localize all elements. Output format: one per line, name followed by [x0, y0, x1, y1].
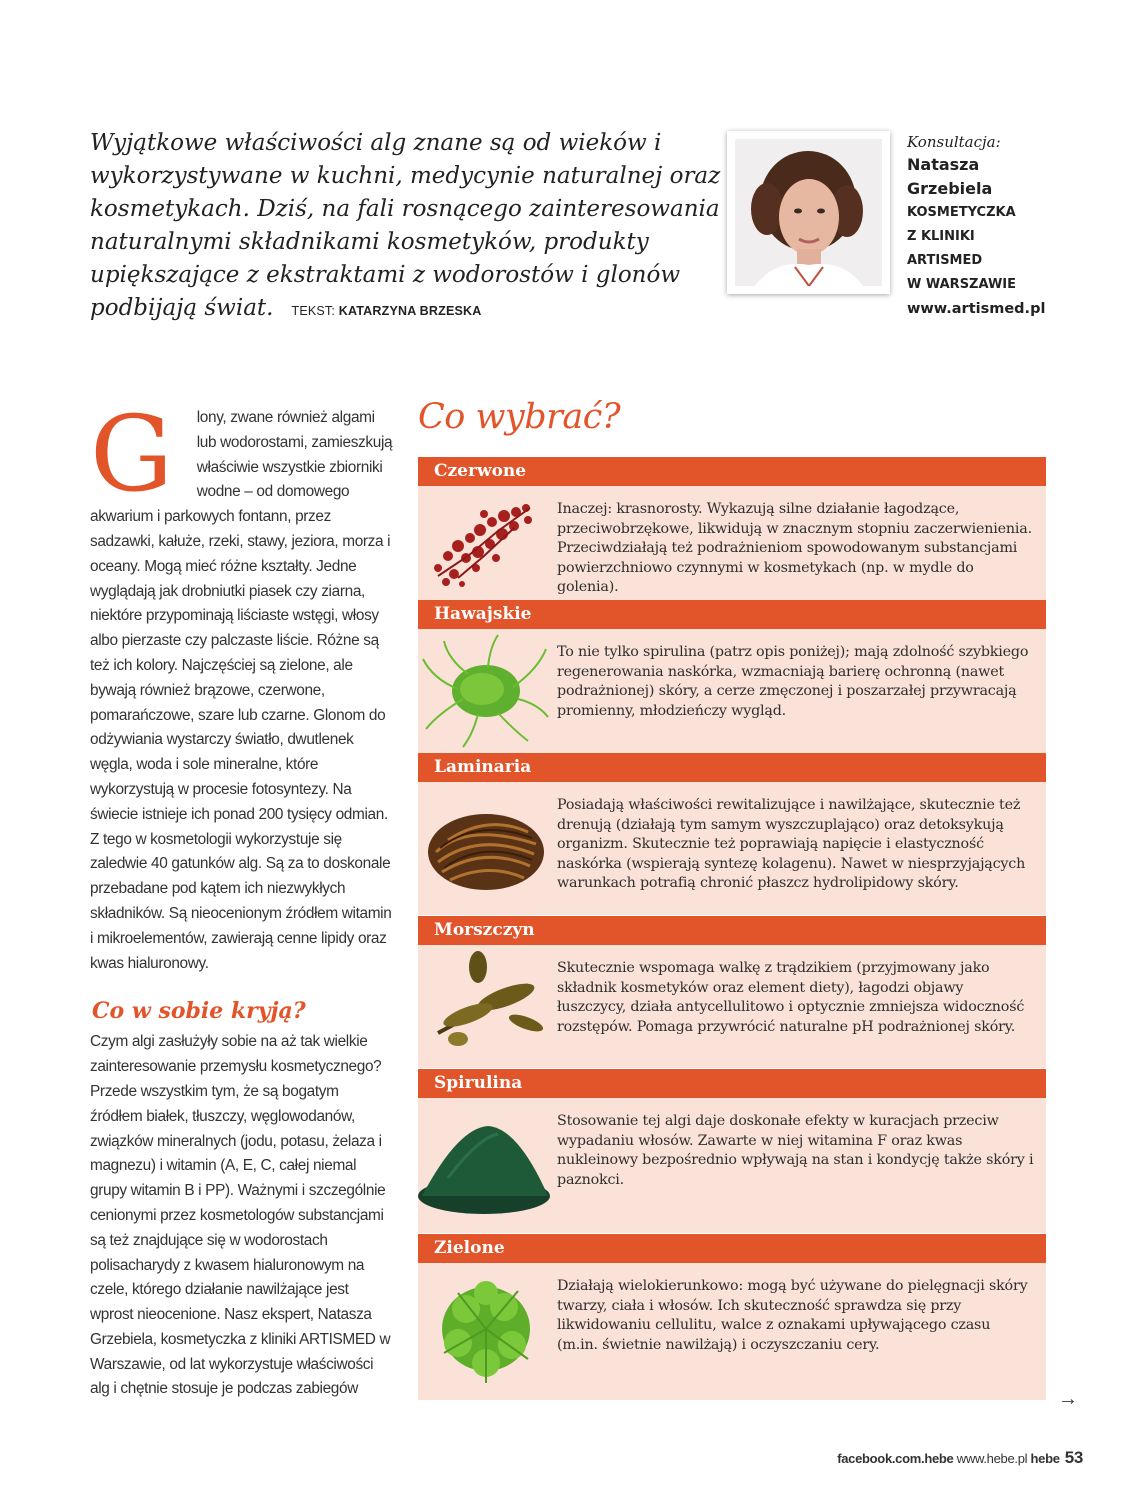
article-paragraph-1: [90, 393, 393, 976]
algae-card-body: [418, 782, 1046, 915]
footer-brand: hebe: [1030, 1451, 1060, 1466]
consultation-box: [907, 131, 1107, 321]
algae-card-title: Hawajskie: [418, 600, 1046, 629]
expert-job-line: KOSMETYCZKA: [907, 205, 1016, 220]
expert-first-name: Natasza: [907, 155, 980, 174]
footer-facebook: facebook.com.hebe: [837, 1451, 954, 1466]
expert-portrait-image: [735, 139, 882, 286]
laminaria-image: [418, 782, 553, 915]
algae-card-text: Posiadają właściwości rewitalizujące i nawilżające, skutecznie też drenują (działają tym samym wyszczuplająco) oraz detoksykują organizm. Skutecznie też poprawiają napięcie i elastyczność naskórka (wspierają syntezę kolagenu). Nawet w niesprzyjających warunkach potrafią chronić płaszcz hydrolipidowy skóry.: [557, 797, 1026, 891]
algae-card-text: Inaczej: krasnorosty. Wykazują silne działanie łagodzące, przeciwobrzękowe, likwidują w znacznym stopniu zaczerwienienia. Przeciwdziałają też podrażnieniom spowodowanym substancjami powierzchniowo czynnymi w kosmetykach (np. w mydle do golenia).: [557, 501, 1032, 595]
algae-card-title: Czerwone: [418, 457, 1046, 486]
algae-card-title: Spirulina: [418, 1069, 1046, 1098]
dropcap-letter: G: [90, 393, 173, 515]
expert-photo: [727, 131, 890, 294]
article-column: [90, 393, 393, 1402]
section-subheading: Co w sobie kryją?: [92, 998, 306, 1025]
consultation-label: Konsultacja:: [907, 133, 1001, 151]
intro-text: Wyjątkowe właściwości alg znane są od wieków i wykorzystywane w kuchni, medycynie naturalnej oraz kosmetykach. Dziś, na fali rosnącego zainteresowania naturalnymi składnikami kosmetyków, produkty upiększające z ekstraktami z wodorostów i glonów podbijają świat.: [90, 130, 721, 321]
clinic-url[interactable]: www.artismed.pl: [907, 301, 1046, 317]
spirulina-powder-image: [418, 1098, 553, 1233]
algae-card-text: Działają wielokierunkowo: mogą być używane do pielęgnacji skóry twarzy, ciała i włosów. Ich skuteczność sprawdza się przy likwidowaniu cellulitu, walce z oznakami upływającego czasu (m.in. świetnie nawilżają) i oczyszczaniu cery.: [557, 1278, 1028, 1353]
algae-card-zielone: [418, 1234, 1046, 1400]
expert-job-line: Z KLINIKI: [907, 229, 975, 244]
bladderwrack-image: [418, 945, 553, 1068]
algae-card-text: To nie tylko spirulina (patrz opis poniżej); mają zdolność szybkiego regenerowania naskórka, wzmacniają barierę ochronną (nawet podrażnionej) skóry, a cerze zmęczonej i poszarzałej przywracają promienny, młodzieńczy wygląd.: [557, 644, 1029, 719]
algae-card-text: Skutecznie wspomaga walkę z trądzikiem (przyjmowany jako składnik kosmetyków oraz element diety), łagodzi objawy łuszczycy, działa antycellulitowo i optycznie zmniejsza widoczność rozstępów. Pomaga przywrócić naturalne pH podrażnionej skóry.: [557, 960, 1025, 1035]
algae-card-body: [418, 1098, 1046, 1233]
choose-heading: Co wybrać?: [418, 397, 621, 437]
author-credit: [291, 304, 481, 318]
paragraph-1-text: lony, zwane również algami lub wodorostami, zamieszkują właściwie wszystkie zbiorniki wodne – od domowego akwarium i parkowych fontann, przez sadzawki, kałuże, rzeki, stawy, jeziora, morza i oceany. Mogą mieć różne kształty. Jedne wyglądają jak drobniutki piasek czy ziarna, niektóre przypominają liściaste wstęgi, włosy albo pierzaste czy palczaste liście. Różne są też ich kolory. Najczęściej są zielone, ale bywają również brązowe, czerwone, pomarańczowe, szare lub czarne. Glonom do odżywiania wystarczy światło, dwutlenek węgla, woda i sole mineralne, które wykorzystują w procesie fotosyntezy. Na świecie istnieje ich ponad 200 tysięcy odmian. Z tego w kosmetologii wykorzystuje się zaledwie 40 gatunków alg. Są za to doskonale przebadane pod kątem ich niezwykłych składników. Są nieocenionym źródłem witamin i mikroelementów, zawierają cenne lipidy oraz kwas hialuronowy.: [90, 409, 393, 972]
algae-card-body: [418, 1263, 1046, 1400]
next-page-arrow-icon: →: [1058, 1388, 1078, 1410]
algae-card-czerwone: [418, 457, 1046, 600]
red-algae-image: [418, 486, 553, 600]
algae-card-title: Laminaria: [418, 753, 1046, 782]
algae-card-title: Morszczyn: [418, 916, 1046, 945]
algae-card-laminaria: [418, 753, 1046, 915]
footer-www: www.hebe.pl: [956, 1451, 1028, 1466]
credit-author: KATARZYNA BRZESKA: [338, 304, 482, 318]
algae-card-hawajskie: [418, 600, 1046, 753]
algae-card-body: [418, 629, 1046, 753]
expert-job-line: W WARSZAWIE: [907, 277, 1017, 292]
credit-label: TEKST:: [291, 304, 336, 318]
page-number: 53: [1064, 1448, 1083, 1467]
article-paragraph-2: Czym algi zasłużyły sobie na aż tak wielkie zainteresowanie przemysłu kosmetycznego? Przede wszystkim tym, że są bogatym źródłem białek, tłuszczy, węglowodanów, związków mineralnych (jodu, potasu, żelaza i magnezu) i witamin (A, E, C, całej niemal grupy witamin B i PP). Ważnymi i szczególnie cenionymi przez kosmetologów substancjami są też znajdujące się w wodorostach polisacharydy z kwasem hialuronowym na czele, którego działanie nawilżające jest wprost nieocenione. Nasz ekspert, Natasza Grzebiela, kosmetyczka z kliniki ARTISMED w Warszawie, od lat wykorzystuje właściwości alg i chętnie stosuje je podczas zabiegów: [90, 1033, 391, 1398]
expert-last-name: Grzebiela: [907, 179, 993, 198]
algae-card-text: Stosowanie tej algi daje doskonałe efekty w kuracjach przeciw wypadaniu włosów. Zawarte w niej witamina F oraz kwas nukleinowy bezpośrednio wpływają na stan i kondycję także skóry i paznokci.: [557, 1113, 1034, 1188]
algae-card-body: [418, 945, 1046, 1068]
page-footer: [837, 1448, 1083, 1468]
hawaiian-algae-image: [418, 629, 553, 753]
expert-job-line: ARTISMED: [907, 253, 983, 268]
algae-card-morszczyn: [418, 916, 1046, 1068]
green-algae-image: [418, 1263, 553, 1400]
intro-lead: [90, 127, 730, 328]
algae-card-body: [418, 486, 1046, 600]
algae-card-spirulina: [418, 1069, 1046, 1233]
algae-card-title: Zielone: [418, 1234, 1046, 1263]
